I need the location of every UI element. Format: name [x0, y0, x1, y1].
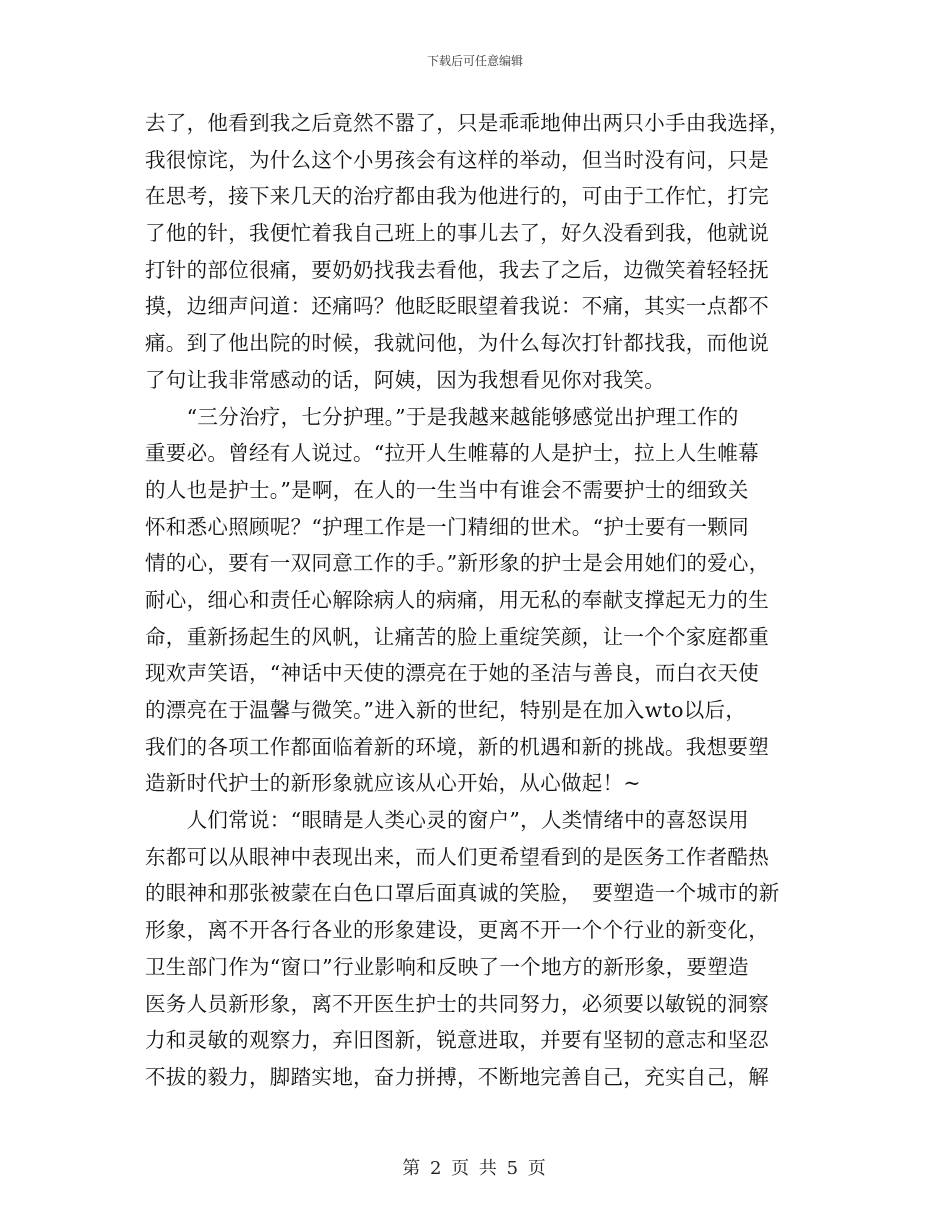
text-line: 医务人员新形象，离不开医生护士的共同努力，必须要以敏锐的洞察: [145, 991, 769, 1016]
text-line: 情的心，要有一双同意工作的手。”新形象的护士是会用她们的爱心，: [145, 551, 770, 576]
page-header: 下载后可任意编辑: [426, 54, 523, 68]
text-line: 打针的部位很痛，要奶奶找我去看他，我去了之后，边微笑着轻轻抚: [145, 257, 769, 282]
text-line: 现欢声笑语，“神话中天使的漂亮在于她的圣洁与善良，而白衣天使: [145, 661, 759, 686]
text-line: 东都可以从眼神中表现出来，而人们更希望看到的是医务工作者酷热: [145, 844, 769, 869]
text-line: “三分治疗，七分护理。”于是我越来越能够感觉出护理工作的: [145, 404, 739, 429]
text-line: 人们常说：“眼睛是人类心灵的窗户”，人类情绪中的喜怒误用: [145, 808, 749, 833]
document-body: [145, 105, 805, 1096]
text-line: 的漂亮在于温馨与微笑。”进入新的世纪，特别是在加入wto以后，: [145, 698, 747, 722]
text-line: 形象，离不开各行各业的形象建设，更离不开一个个行业的新变化，: [145, 918, 769, 943]
text-line: 了他的针，我便忙着我自己班上的事儿去了，好久没看到我，他就说: [145, 221, 769, 246]
text-line: 摸，边细声问道：还痛吗？他眨眨眼望着我说：不痛，其实一点都不: [145, 294, 769, 319]
text-line: 卫生部门作为“窗口”行业影响和反映了一个地方的新形象，要塑造: [145, 954, 749, 979]
text-line: 在思考，接下来几天的治疗都由我为他进行的，可由于工作忙，打完: [145, 184, 769, 209]
text-line: 耐心，细心和责任心解除病人的病痛，用无私的奉献支撑起无力的生: [145, 587, 769, 612]
text-line: 我们的各项工作都面临着新的环境，新的机遇和新的挑战。我想要塑: [145, 734, 769, 759]
text-line: 造新时代护士的新形象就应该从心开始，从心做起！~: [145, 771, 641, 796]
text-line: 的人也是护士。”是啊，在人的一生当中有谁会不需要护士的细致关: [145, 477, 749, 502]
page-number-footer: 第 2 页 共 5 页: [402, 1158, 548, 1179]
text-line: 的眼神和那张被蒙在白色口罩后面真诚的笑脸， 要塑造一个城市的新: [145, 881, 780, 906]
text-line: 命，重新扬起生的风帆，让痛苦的脸上重绽笑颜，让一个个家庭都重: [145, 624, 769, 649]
text-line: 了句让我非常感动的话，阿姨，因为我想看见你对我笑。: [145, 367, 665, 392]
text-line: 重要必。曾经有人说过。“拉开人生帷幕的人是护士，拉上人生帷幕: [145, 441, 759, 466]
text-line: 不拔的毅力，脚踏实地，奋力拼搏，不断地完善自己，充实自己，解: [145, 1064, 769, 1089]
text-line: 力和灵敏的观察力，弃旧图新，锐意进取，并要有坚韧的意志和坚忍: [145, 1028, 769, 1053]
text-line: 痛。到了他出院的时候，我就问他，为什么每次打针都找我，而他说: [145, 331, 769, 356]
text-line: 去了，他看到我之后竟然不嚣了，只是乖乖地伸出两只小手由我选择，: [145, 111, 790, 135]
text-line: 怀和悉心照顾呢？“护理工作是一门精细的世术。“护士要有一颗同: [145, 514, 749, 539]
text-line: 我很惊诧，为什么这个小男孩会有这样的举动，但当时没有问，只是: [145, 147, 769, 172]
